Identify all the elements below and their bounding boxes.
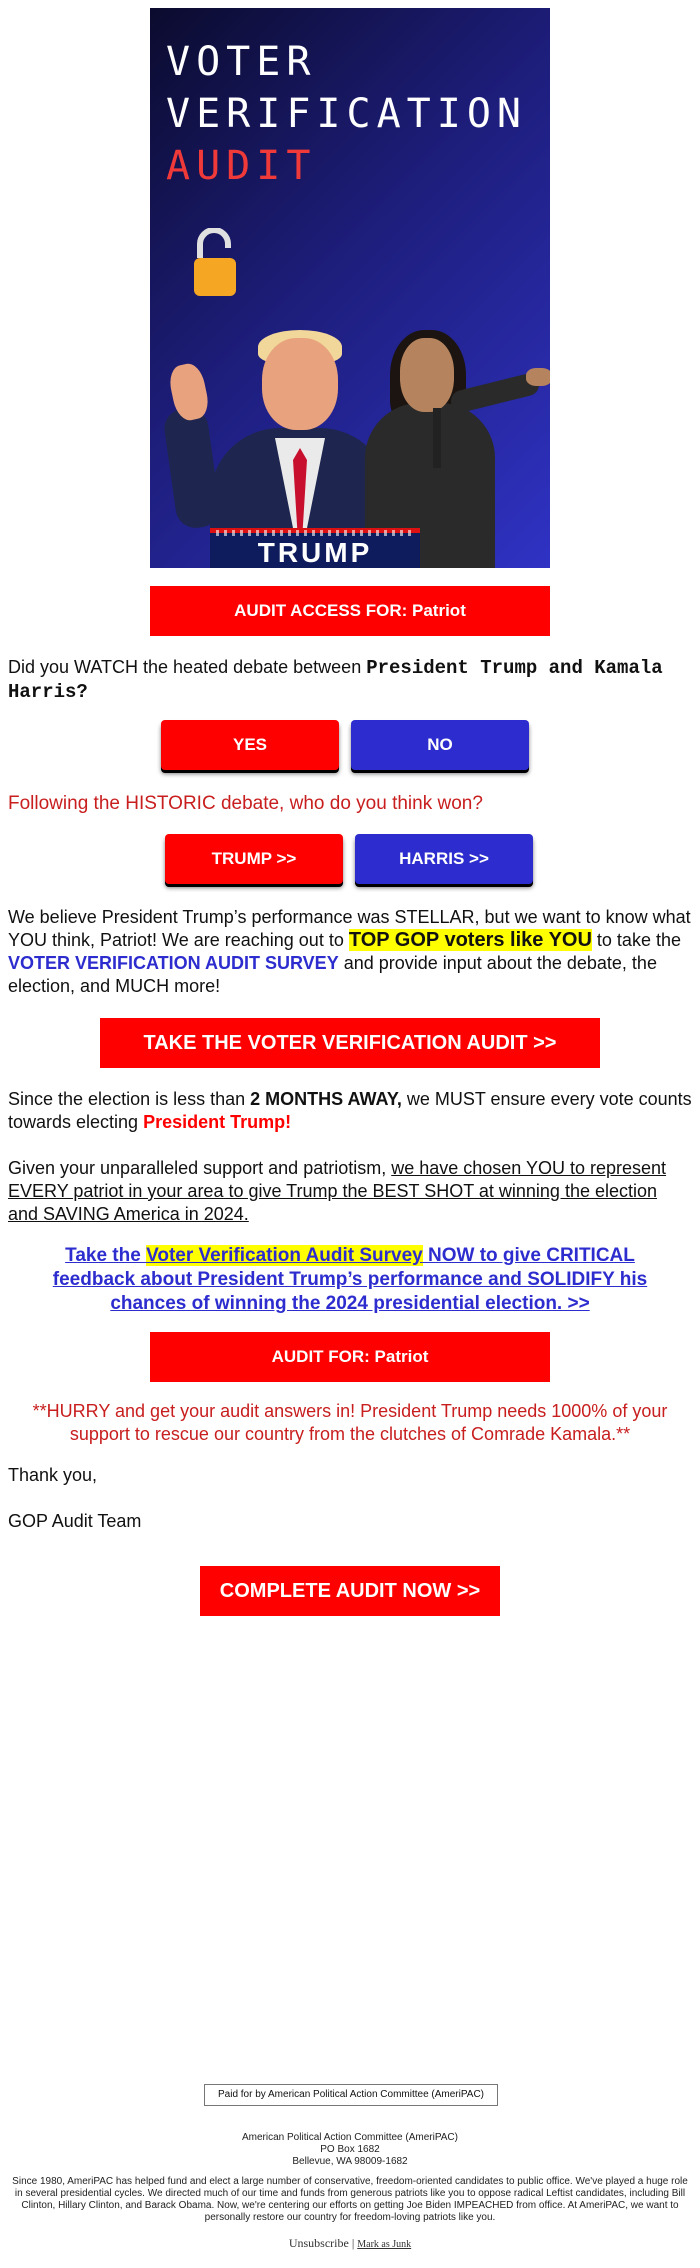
- chosen-text: Given your unparalleled support and patriotism,: [8, 1158, 392, 1178]
- hurry-message: **HURRY and get your audit answers in! President Trump needs 1000% of your support to rescue our country from the clutches of Comrade Kamala.**: [32, 1401, 668, 1444]
- who-won-question: Following the HISTORIC debate, who do you think won?: [8, 793, 483, 814]
- harris-button[interactable]: HARRIS >>: [355, 834, 533, 884]
- podium-text: TRUMP: [257, 537, 373, 568]
- signoff-text: GOP Audit Team: [8, 1511, 142, 1531]
- cta-link-text-1[interactable]: Take the: [65, 1245, 147, 1266]
- intro-survey-name: VOTER VERIFICATION AUDIT SURVEY: [8, 953, 339, 973]
- debate-question-names: President Trump and Kamala Harris?: [8, 657, 663, 703]
- chosen-underlined: we have chosen YOU to represent EVERY patriot in your area to give Trump the BEST SHOT at winning the election and SAVING America in 2024.: [8, 1158, 667, 1224]
- election-bold: 2 MONTHS AWAY,: [250, 1089, 402, 1109]
- hero-title-line3: AUDIT: [166, 143, 317, 189]
- podium: [210, 528, 420, 568]
- cta-link-highlight[interactable]: Voter Verification Audit Survey: [146, 1245, 423, 1266]
- yes-button[interactable]: YES: [161, 720, 339, 770]
- take-audit-button[interactable]: TAKE THE VOTER VERIFICATION AUDIT >>: [100, 1018, 600, 1068]
- intro-text-1: We believe President Trump’s performance was STELLAR, but we want to know what YOU think, Patriot! We are reaching out to: [8, 907, 691, 950]
- intro-text-2: to take the: [591, 930, 681, 950]
- mark-junk-link[interactable]: Mark as Junk: [357, 2239, 412, 2250]
- hero-title-line1: VOTER: [166, 39, 317, 85]
- podium-stars: [216, 530, 414, 536]
- complete-audit-button[interactable]: COMPLETE AUDIT NOW >>: [200, 1566, 500, 1616]
- intro-highlight: TOP GOP voters like YOU: [348, 929, 592, 951]
- figure-harris-hand: [526, 368, 550, 386]
- election-red: President Trump!: [143, 1112, 292, 1132]
- intro-text-3: and provide input about the debate, the election, and MUCH more!: [8, 953, 657, 996]
- microphone: [433, 408, 441, 468]
- cta-link[interactable]: [30, 1244, 670, 1316]
- cta-link-text-2[interactable]: NOW to give CRITICAL feedback about President Trump’s performance and SOLIDIFY his chances of winning the 2024 presidential election. >>: [52, 1245, 648, 1314]
- hero-title: [166, 36, 527, 192]
- footer-org: American Political Action Committee (AmeriPAC): [242, 2132, 458, 2143]
- audit-access-button[interactable]: AUDIT ACCESS FOR: Patriot: [150, 586, 550, 636]
- election-text-2: we MUST ensure every vote counts towards electing: [8, 1089, 692, 1132]
- hero-banner-image[interactable]: [150, 8, 550, 568]
- audit-for-button[interactable]: AUDIT FOR: Patriot: [150, 1332, 550, 1382]
- footer-city: Bellevue, WA 98009-1682: [292, 2156, 408, 2167]
- figure-harris-head: [400, 338, 454, 412]
- intro-paragraph: [8, 906, 692, 998]
- open-padlock-icon: [192, 228, 238, 298]
- footer-about: Since 1980, AmeriPAC has helped fund and elect a large number of conservative, freedom-oriented candidates to public office. We've played a huge role in several presidential cycles. We directed much of our time and funds from generous patriots like you to oppose radical Leftist candidates, including Bill Clinton, Hillary Clinton, and Barack Obama. Now, we're centering our efforts on getting Joe Biden IMPEACHED from office. At AmeriPAC, we want to personally restore our country for freedom-loving patriots like you.: [12, 2176, 688, 2223]
- chosen-paragraph: [8, 1157, 692, 1226]
- footer-separator: |: [351, 2236, 355, 2250]
- footer-po-box: PO Box 1682: [320, 2144, 380, 2155]
- unsubscribe-row: [0, 2236, 700, 2251]
- unsubscribe-link[interactable]: Unsubscribe: [288, 2236, 349, 2250]
- hero-title-line2: VERIFICATION: [166, 91, 527, 137]
- debate-question-text: Did you WATCH the heated debate between: [8, 657, 367, 677]
- no-button[interactable]: NO: [351, 720, 529, 770]
- thanks-text: Thank you,: [8, 1465, 98, 1485]
- debate-question: [8, 656, 692, 704]
- election-text-1: Since the election is less than: [8, 1089, 251, 1109]
- election-paragraph: [8, 1088, 692, 1134]
- paid-for-box: Paid for by American Political Action Committee (AmeriPAC): [204, 2084, 498, 2106]
- figure-head: [262, 338, 338, 430]
- trump-button[interactable]: TRUMP >>: [165, 834, 343, 884]
